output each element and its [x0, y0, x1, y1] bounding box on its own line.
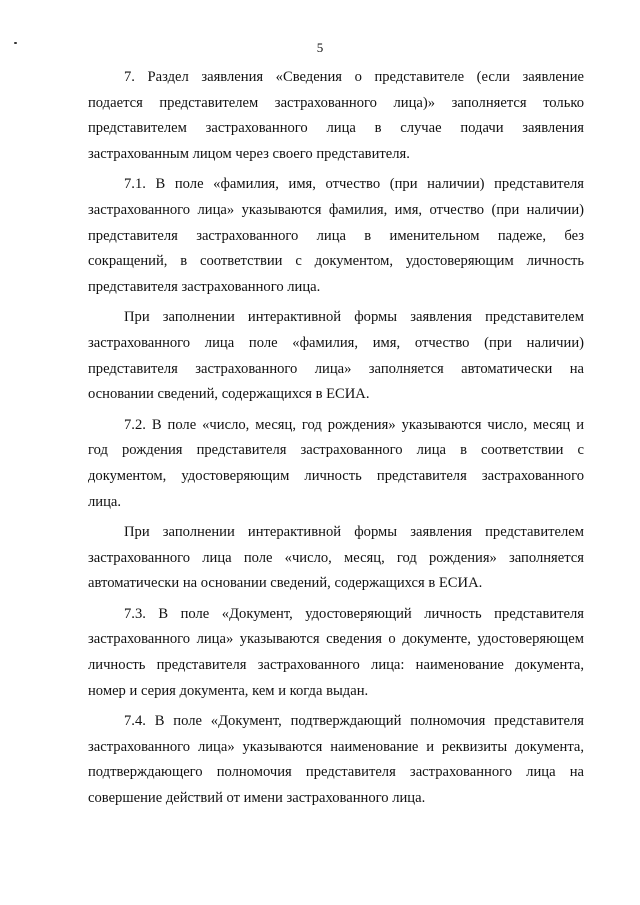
paragraph-line: представителя застрахованного лица в именительном падеже, без	[88, 227, 584, 244]
paragraph-line: застрахованного лица поле «фамилия, имя, отчество (при наличии)	[88, 334, 584, 351]
paragraph-line: застрахованным лицом через своего представителя.	[88, 145, 410, 162]
paragraph-7-2	[88, 413, 584, 515]
paragraph-line: застрахованного лица поле «число, месяц, год рождения» заполняется	[88, 549, 584, 566]
paragraph-line: застрахованного лица» указываются фамилия, имя, отчество (при наличии)	[88, 201, 584, 218]
paragraph-line: лица.	[88, 493, 122, 510]
paragraph-line: представителя застрахованного лица» заполняется автоматически на	[88, 360, 584, 377]
paragraph-line: застрахованного лица» указываются сведения о документе, удостоверяющем	[88, 631, 584, 648]
paragraph-7-3	[88, 602, 584, 704]
document-body	[88, 65, 584, 812]
paragraph-line: подается представителем застрахованного лица)» заполняется только	[88, 94, 584, 111]
paragraph-line: 7.1. В поле «фамилия, имя, отчество (при наличии) представителя	[124, 176, 584, 193]
paragraph-line: совершение действий от имени застрахованного лица.	[88, 790, 426, 807]
paragraph-7-1	[88, 172, 584, 300]
paragraph-7-2-interactive	[88, 520, 584, 597]
paragraph-line: застрахованного лица» указываются наименование и реквизиты документа,	[88, 738, 584, 755]
paragraph-line: автоматически на основании сведений, содержащихся в ЕСИА.	[88, 575, 483, 592]
paragraph-line: представителем застрахованного лица в случае подачи заявления	[88, 120, 584, 137]
paragraph-line: документом, удостоверяющим личность представителя застрахованного	[88, 467, 584, 484]
paragraph-line: При заполнении интерактивной формы заявления представителем	[124, 524, 584, 541]
paragraph-7-4	[88, 709, 584, 811]
paragraph-line: представителя застрахованного лица.	[88, 278, 321, 295]
paragraph-line: год рождения представителя застрахованного лица в соответствии с	[88, 442, 584, 459]
paragraph-line: 7. Раздел заявления «Сведения о представителе (если заявление	[124, 69, 584, 85]
paragraph-line: номер и серия документа, кем и когда выдан.	[88, 682, 369, 699]
paragraph-line: 7.2. В поле «число, месяц, год рождения» указываются число, месяц и	[124, 416, 584, 433]
paragraph-line: основании сведений, содержащихся в ЕСИА.	[88, 386, 370, 403]
paragraph-line: 7.4. В поле «Документ, подтверждающий полномочия представителя	[124, 713, 584, 730]
paragraph-line: личность представителя застрахованного лица: наименование документа,	[88, 657, 584, 674]
paragraph-line: сокращений, в соответствии с документом, удостоверяющим личность	[88, 253, 584, 270]
paragraph-line: 7.3. В поле «Документ, удостоверяющий личность представителя	[124, 605, 584, 622]
paragraph-line: подтверждающего полномочия представителя застрахованного лица на	[88, 764, 584, 781]
page-number: 5	[316, 40, 324, 55]
paragraph-line: При заполнении интерактивной формы заявления представителем	[124, 309, 584, 326]
paragraph-7-1-interactive	[88, 305, 584, 407]
paragraph-7	[88, 65, 584, 167]
